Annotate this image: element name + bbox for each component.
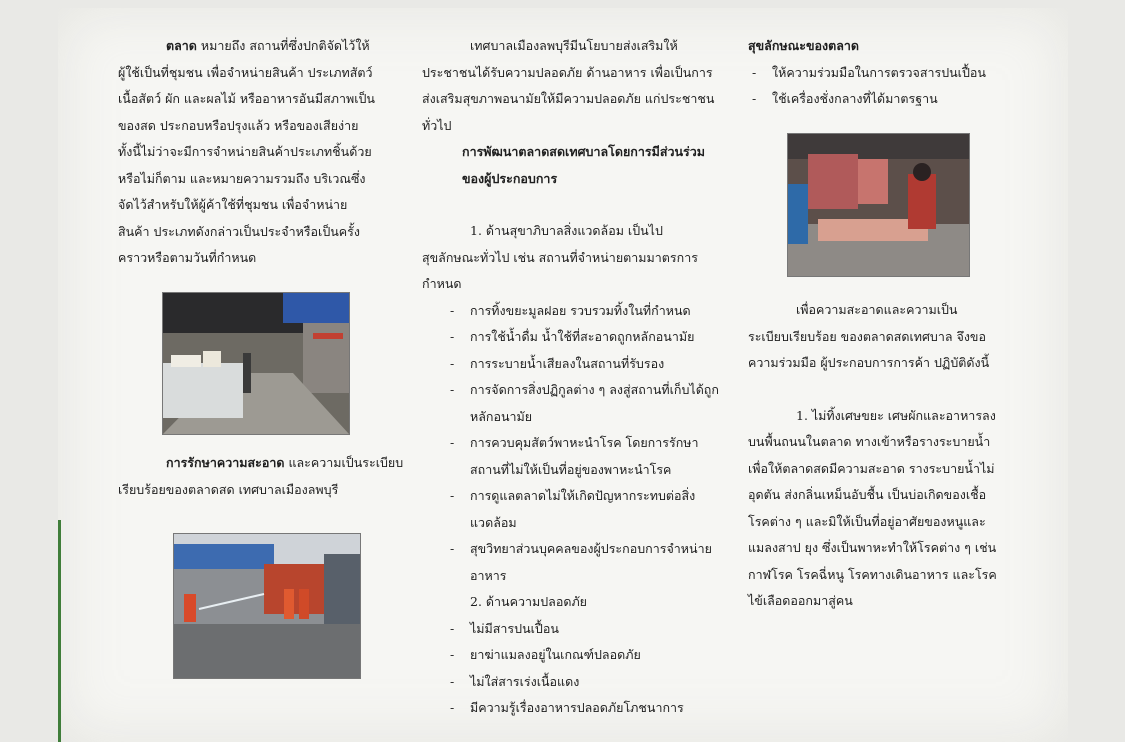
street-cleaning-photo bbox=[173, 533, 361, 679]
list-item: - การระบายน้ำเสียลงในสถานที่รับรอง bbox=[422, 351, 722, 378]
list-item: - การทิ้งขยะมูลฝอย รวบรวมทิ้งในที่กำหนด bbox=[422, 298, 722, 325]
market-definition-text: หมายถึง สถานที่ซึ่งปกติจัดไว้ให้ผู้ใช้เป็นที่ชุมชน เพื่อจำหน่ายสินค้า ประเภทสัตว์ เนื้อสัตว์ ผัก และผลไม้ หรืออาหารอันมีสภาพเป็นของสด ประกอบหรือปรุงแล้ว หรือของเสียง่าย ทั้งนี้ไม่ว่าจะมีการจำหน่ายสินค้าประเภทชิ้นด้วยหรือไม่ก็ตาม และหมายความรวมถึง บริเวณซึ่งจัดไว้สำหรับให้ผู้ค้าใช้ที่ชุมชน เพื่อจำหน่ายสินค้า ประเภทดังกล่าวเป็นประจำหรือเป็นครั้งคราวหรือตามวันที่กำหนด bbox=[118, 38, 375, 265]
market-definition bbox=[118, 33, 376, 272]
list-item: - ไม่ใส่สารเร่งเนื้อแดง bbox=[422, 669, 722, 696]
request-paragraph: เพื่อความสะอาดและความเป็นระเบียบเรียบร้อย ของตลาดสดเทศบาล จึงขอความร่วมมือ ผู้ประกอบการการค้า ปฏิบัติดังนี้ bbox=[748, 302, 990, 370]
list-item: - การดูแลตลาดไม่ให้เกิดปัญหากระทบต่อสิ่งแวดล้อม bbox=[422, 483, 722, 536]
market-term: ตลาด bbox=[166, 38, 197, 53]
list-item: - การควบคุมสัตว์พาหะนำโรค โดยการรักษาสถานที่ไม่ให้เป็นที่อยู่ของพาหะนำโรค bbox=[422, 430, 722, 483]
cleaning-caption-text: และความเป็นระเบียบเรียบร้อยของตลาดสด เทศบาลเมืองลพบุรี bbox=[118, 455, 404, 497]
cleaning-caption-title: การรักษาความสะอาด bbox=[166, 455, 285, 470]
market-stalls-photo bbox=[162, 292, 350, 435]
list-item: - การใช้น้ำดื่ม น้ำใช้ที่สะอาดถูกหลักอนามัย bbox=[422, 324, 722, 351]
hygiene-heading: สุขลักษณะของตลาด bbox=[748, 38, 860, 53]
hygiene-list bbox=[748, 60, 998, 113]
list-item: - ให้ความร่วมมือในการตรวจสารปนเปื้อน bbox=[748, 60, 998, 87]
list-item: - การจัดการสิ่งปฏิกูลต่าง ๆ ลงสู่สถานที่เก็บได้ถูกหลักอนามัย bbox=[422, 377, 722, 430]
request-section bbox=[748, 297, 998, 615]
cleaning-caption bbox=[118, 450, 408, 503]
development-heading: การพัฒนาตลาดสดเทศบาลโดยการมีส่วนร่วมของผู้ประกอบการ bbox=[462, 144, 705, 186]
column-left bbox=[118, 33, 376, 272]
section-environment: 1. ด้านสุขาภิบาลสิ่งแวดล้อม เป็นไป สุขลักษณะทั่วไป เช่น สถานที่จำหน่ายตามมาตรการกำหนด bbox=[422, 223, 698, 291]
policy-intro: เทศบาลเมืองลพบุรีมีนโยบายส่งเสริมให้ประชาชนได้รับความปลอดภัย ด้านอาหาร เพื่อเป็นการส่งเสริมสุขภาพอนามัยให้มีความปลอดภัย แก่ประชาชนทั่วไป bbox=[422, 38, 715, 133]
list-item: - สุขวิทยาส่วนบุคคลของผู้ประกอบการจำหน่ายอาหาร bbox=[422, 536, 722, 589]
safety-list bbox=[422, 616, 722, 722]
rule-one-paragraph: 1. ไม่ทิ้งเศษขยะ เศษผักและอาหารลงบนพื้นถนนในตลาด ทางเข้าหรือรางระบายน้ำ เพื่อให้ตลาดสดมีความสะอาด รางระบายน้ำไม่อุดตัน ส่งกลิ่นเหม็นอับชื้น เป็นบ่อเกิดของเชื้อโรคต่าง ๆ และมิให้เป็นที่อยู่อาศัยของหนูและแมลงสาป ยุง ซึ่งเป็นพาหะทำให้โรคต่าง ๆ เช่น กาฬโรค โรคฉี่หนู โรคทางเดินอาหาร และโรคไข้เลือดออกมาสู่คน bbox=[748, 407, 997, 608]
list-item: - ใช้เครื่องชั่งกลางที่ได้มาตรฐาน bbox=[748, 86, 998, 113]
page-edge-strip bbox=[58, 520, 61, 742]
list-item: - ไม่มีสารปนเปื้อน bbox=[422, 616, 722, 643]
column-middle bbox=[422, 33, 722, 722]
meat-vendor-photo bbox=[787, 133, 970, 277]
list-item: - ยาฆ่าแมลงอยู่ในเกณฑ์ปลอดภัย bbox=[422, 642, 722, 669]
environment-list bbox=[422, 298, 722, 590]
column-right bbox=[748, 33, 998, 113]
section-safety: 2. ด้านความปลอดภัย bbox=[470, 594, 588, 609]
list-item: - มีความรู้เรื่องอาหารปลอดภัยโภชนาการ bbox=[422, 695, 722, 722]
